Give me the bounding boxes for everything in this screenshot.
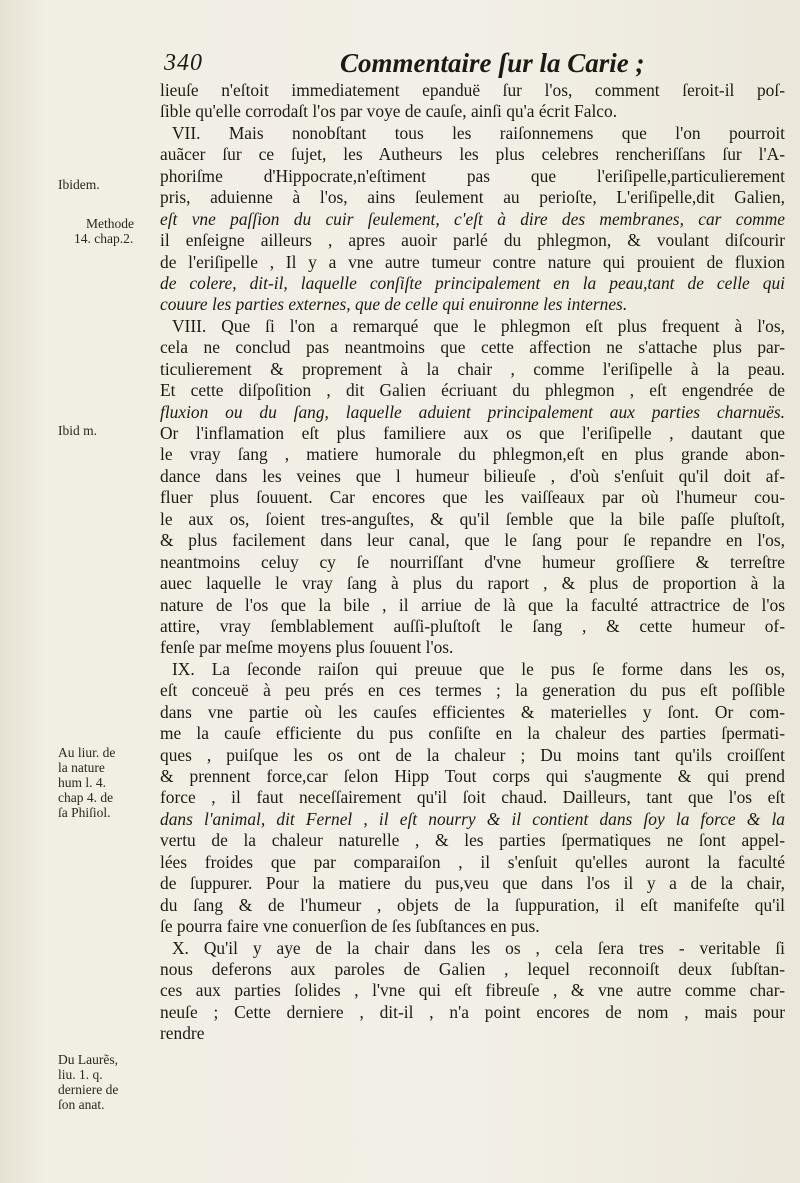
text-line: de colere, dit-il, laquelle conſiſte principalement en la peau,tant de celle qui (160, 272, 785, 293)
text-line: auec laquelle le vray ſang à plus du raport , & plus de proportion à la (160, 573, 785, 594)
text-line: de l'eriſipelle , Il y a vne autre tumeur contre nature qui prouient de fluxion (160, 251, 785, 272)
text-line: fenſe par meſme moyens plus ſouuent l'os. (160, 637, 454, 658)
text-line: ſible qu'elle corrodaſt l'os par voye de cauſe, ainſi qu'a écrit Falco. (160, 101, 618, 122)
text-line: il enſeigne ailleurs , apres auoir parlé du phlegmon, & voulant diſcourir (160, 230, 785, 251)
text-line: phoriſme d'Hippocrate,n'eſtiment pas que l'eriſipelle,particulierement (160, 165, 785, 186)
section-heading-line: X. Qu'il y aye de la chair dans les os , cela ſera tres - veritable ſi (172, 937, 785, 958)
text-line: me la cauſe efficiente du pus conſiſte en la chaleur des parties ſpermati- (160, 723, 785, 744)
running-title: Commentaire ſur la Carie ; (340, 48, 645, 78)
margin-note-line: Au liur. de (58, 745, 116, 760)
text-line: dans l'animal, dit Fernel , il eſt nourry & il contient dans ſoy la force & la (160, 808, 785, 829)
text-line: neuſe ; Cette derniere , dit-il , n'a point encores de nom , mais pour (160, 1001, 785, 1022)
margin-note-3 (58, 423, 160, 438)
margin-note-line: chap 4. de (58, 790, 114, 805)
text-line: fluer plus ſouuent. Car encores que les vaiſſeaux par où l'humeur cou- (160, 487, 785, 508)
text-line: fluxion ou du ſang, laquelle aduient principalement aux parties charnuës. (160, 401, 785, 422)
text-line: pris, aduienne à l'os, ains ſeulement au perioſte, L'eriſipelle,dit Galien, (160, 187, 785, 208)
text-line: Or l'inflamation eſt plus familiere aux os que l'eriſipelle , dautant que (160, 423, 785, 443)
text-line: ces aux parties ſolides , l'vne qui eſt fibreuſe , & vne autre comme char- (160, 980, 785, 1001)
text-line: nous deferons aux paroles de Galien , lequel reconnoiſt deux ſubſtan- (160, 958, 785, 979)
margin-note-line: Ibidem. (58, 177, 100, 192)
catchword: rendre (160, 1023, 205, 1044)
section-heading-line: VIII. Que ſi l'on a remarqué que le phlegmon eſt plus frequent à l'os, (172, 315, 785, 336)
text-line: cela ne conclud pas neantmoins que cette affection ne s'attache plus par- (160, 337, 785, 358)
text-line: du ſang & de l'humeur , objets de la ſuppuration, il eſt manifeſte qu'il (160, 894, 785, 915)
margin-note-line: Ibid m. (58, 423, 97, 438)
text-line: lieuſe n'eſtoit immediatement epanduë ſur l'os, comment ſeroit-il poſ- (160, 80, 785, 100)
text-line: le aux os, ſoient tres-anguſtes, & qu'il ſemble que la bile paſſe pluſtoſt, (160, 508, 785, 529)
text-line: eſt vne paſſion du cuir ſeulement, c'eſt à dire des membranes, car comme (160, 208, 785, 229)
margin-note-line: la nature (58, 760, 105, 775)
margin-note-line: ſa Phiſiol. (58, 805, 111, 820)
margin-note-line: hum l. 4. (58, 775, 107, 790)
text-line: neantmoins celuy cy ſe nourriſſant d'vne humeur groſſiere & terreſtre (160, 551, 785, 572)
margin-note-line: Du Laurẽs, (58, 1052, 118, 1067)
margin-note-4 (58, 745, 160, 820)
text-line: dans vne partie où les cauſes efficientes & materielles y ſont. Or com- (160, 701, 785, 722)
section-heading-line: IX. La ſeconde raiſon qui preuue que le pus ſe forme dans les os, (172, 658, 785, 679)
text-line: ticulierement & proprement à la chair , comme l'eriſipelle à la peau. (160, 358, 785, 379)
text-line: nature de l'os que la bile , il arriue de là que la faculté attractrice de l'os (160, 594, 785, 615)
text-line: le vray ſang , matiere humorale du phlegmon,eſt en plus grande abon- (160, 444, 785, 465)
margin-note-line: Methode (86, 216, 134, 231)
page-number: 340 (164, 50, 203, 76)
text-line: ques , puiſque les os ont de la chaleur ; Du moins tant qu'ils croiſſent (160, 744, 785, 765)
margin-note-line: derniere de (58, 1082, 119, 1097)
body-text (160, 80, 785, 1045)
section-heading-line: VII. Mais nonobſtant tous les raiſonnemens que l'on pourroit (172, 122, 785, 143)
margin-note-5 (58, 1052, 160, 1112)
text-line: ſe pourra faire vne conuerſion de ſes ſubſtances en pus. (160, 916, 540, 937)
text-line: auãcer ſur ce ſujet, les Autheurs les plus celebres rencheriſſans ſur l'A- (160, 144, 785, 165)
text-line: de ſuppurer. Pour la matiere du pus,veu que dans l'os il y a de la chair, (160, 873, 785, 894)
text-line: force , il faut neceſſairement qu'il ſoit chaud. Dailleurs, tant que l'os eſt (160, 787, 785, 808)
text-line: lées froides que par comparaiſon , il s'enſuit qu'elles auront la faculté (160, 851, 785, 872)
text-line: Et cette diſpoſition , dit Galien écriuant du phlegmon , eſt engendrée de (160, 380, 785, 401)
text-line: attire, vray ſemblablement auſſi-pluſtoſt le ſang , & cette humeur of- (160, 615, 785, 636)
text-line: eſt conceuë à peu prés en ces termes ; la generation du pus eſt poſſible (160, 680, 785, 701)
text-line: couure les parties externes, que de celle qui enuironne les internes. (160, 294, 628, 315)
text-line: & plus facilement dans leur canal, que le ſang pour ſe repandre en l'os, (160, 530, 785, 551)
margin-note-line: 14. chap.2. (74, 231, 134, 246)
text-line: & prennent force,car ſelon Hipp Tout corps qui s'augmente & qui prend (160, 766, 785, 786)
margin-note-1 (58, 177, 160, 192)
text-line: dance dans les veines que l humeur bilieuſe , d'où s'enſuit qu'il doit af- (160, 465, 785, 486)
margin-note-line: ſon anat. (58, 1097, 105, 1112)
page-header (150, 48, 770, 82)
text-line: vertu de la chaleur naturelle , & les parties ſpermatiques ne ſont appel- (160, 830, 785, 851)
margin-note-line: liu. 1. q. (58, 1067, 103, 1082)
